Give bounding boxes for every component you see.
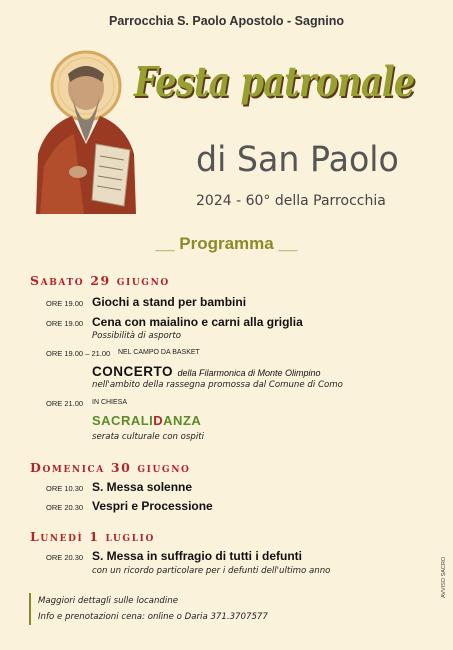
event-time: ORE 20.30 bbox=[46, 503, 84, 512]
event-note: serata culturale con ospiti bbox=[92, 432, 205, 442]
event-time: ORE 10.30 bbox=[46, 484, 84, 493]
event-place: IN CHIESA bbox=[92, 399, 128, 406]
saint-paul-image bbox=[26, 44, 146, 214]
parish-name: Parrocchia S. Paolo Apostolo - Sagnino bbox=[109, 14, 344, 28]
event-time: ORE 20.30 bbox=[46, 553, 84, 562]
programma-heading: __ Programma __ bbox=[155, 234, 298, 253]
day-heading: Sabato 29 giugno bbox=[30, 273, 170, 288]
footer-info bbox=[29, 593, 268, 625]
event-title: Vespri e Processione bbox=[92, 499, 213, 513]
event-title: Cena con maialino e carni alla griglia bbox=[92, 315, 303, 329]
footer-line: Info e prenotazioni cena: online o Daria 371.3707577 bbox=[38, 612, 268, 622]
festival-subtitle: di San Paolo bbox=[196, 140, 399, 180]
event-time: ORE 19.00 bbox=[46, 319, 84, 328]
sacralidanza-part: SACRALI bbox=[92, 413, 154, 428]
event-time: ORE 21.00 bbox=[46, 399, 84, 408]
event-note: con un ricordo particolare per i defunti dell'ultimo anno bbox=[92, 566, 331, 576]
footer-line: Maggiori dettagli sulle locandine bbox=[38, 596, 178, 606]
concert-title bbox=[92, 363, 321, 381]
sacralidanza-part: ANZA bbox=[163, 413, 202, 428]
event-title: Giochi a stand per bambini bbox=[92, 295, 247, 309]
event-title: S. Messa in suffragio di tutti i defunti bbox=[92, 549, 303, 563]
event-place: NEL CAMPO DA BASKET bbox=[118, 349, 200, 356]
festival-title: Festa patronale bbox=[134, 58, 415, 106]
event-note: Possibilità di asporto bbox=[92, 331, 181, 341]
event-time: ORE 19.00 bbox=[46, 299, 84, 308]
day-heading: Domenica 30 giugno bbox=[30, 460, 191, 475]
anniversary-line: 2024 - 60° della Parrocchia bbox=[196, 193, 386, 209]
credit-label: AVVISO SACRO bbox=[441, 556, 447, 598]
concert-detail: della Filarmonica di Monte Olimpino bbox=[177, 368, 321, 378]
sacralidanza-part: D bbox=[153, 413, 164, 428]
event-time: ORE 19.00 – 21.00 bbox=[46, 349, 111, 358]
event-title: S. Messa solenne bbox=[92, 480, 193, 494]
sacralidanza-title bbox=[92, 413, 201, 428]
day-heading: Lunedì 1 luglio bbox=[30, 529, 155, 544]
event-note: nell'ambito della rassegna promossa dal Comune di Como bbox=[92, 380, 343, 390]
concert-label: CONCERTO bbox=[92, 364, 174, 379]
